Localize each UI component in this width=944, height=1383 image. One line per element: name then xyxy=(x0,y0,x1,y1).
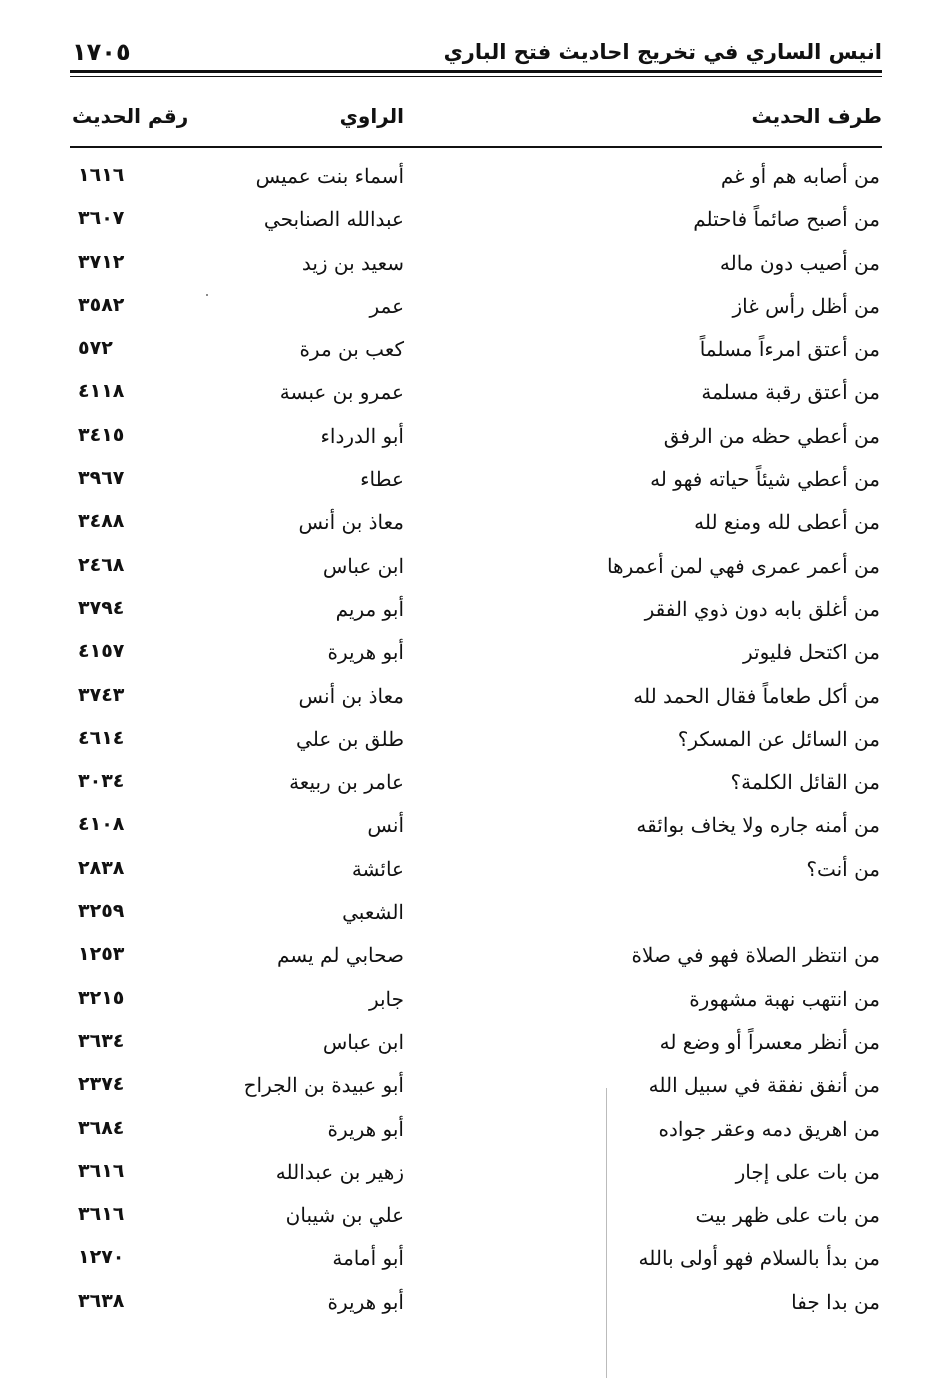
book-title: انيس الساري في تخريج احاديث فتح الباري xyxy=(443,40,882,64)
narrator-name: الشعبي xyxy=(342,900,404,925)
hadith-number: ١٢٧٠ xyxy=(78,1246,125,1269)
hadith-incipit: من أكل طعاماً فقال الحمد لله xyxy=(633,683,880,708)
hadith-number: ٣٤١٥ xyxy=(78,423,125,446)
hadith-number: ٢٨٣٨ xyxy=(78,856,125,879)
hadith-number: ٣٢٥٩ xyxy=(78,900,125,923)
table-row xyxy=(70,1240,882,1283)
hadith-number: ٣٦٣٨ xyxy=(78,1289,125,1312)
narrator-name: أبو هريرة xyxy=(327,1116,404,1141)
table-row xyxy=(70,1154,882,1197)
hadith-incipit: من اهريق دمه وعقر جواده xyxy=(658,1116,880,1141)
hadith-incipit: من انتظر الصلاة فهو في صلاة xyxy=(631,943,880,968)
hadith-incipit: من السائل عن المسكر؟ xyxy=(677,726,880,751)
narrator-name: عبدالله الصنابحي xyxy=(263,207,404,232)
table-row xyxy=(70,721,882,764)
table-row xyxy=(70,461,882,504)
hadith-number: ١٢٥٣ xyxy=(78,943,125,966)
table-row xyxy=(70,591,882,634)
hadith-incipit: من بات على إجار xyxy=(735,1159,880,1184)
narrator-name: علي بن شيبان xyxy=(285,1203,404,1228)
table-row xyxy=(70,981,882,1024)
hadith-number: ١٦١٦ xyxy=(78,164,125,186)
hadith-number: ٣٠٣٤ xyxy=(78,770,125,793)
narrator-name: عامر بن ربيعة xyxy=(289,770,404,795)
hadith-number: ٣٩٦٧ xyxy=(78,467,125,490)
column-headers xyxy=(70,100,882,140)
narrator-name: عمرو بن عبسة xyxy=(279,380,404,405)
hadith-number: ٤١١٨ xyxy=(78,380,125,403)
table-row xyxy=(70,158,882,201)
hadith-incipit: من أنت؟ xyxy=(806,856,880,881)
hadith-incipit: من أمنه جاره ولا يخاف بوائقه xyxy=(636,813,880,838)
header-rule-thin xyxy=(70,76,882,77)
table-row xyxy=(70,201,882,244)
binding-margin-line xyxy=(606,1088,607,1378)
narrator-name: أبو هريرة xyxy=(327,640,404,665)
narrator-name: أبو الدرداء xyxy=(320,423,404,448)
narrator-name: معاذ بن أنس xyxy=(298,510,404,535)
table-row xyxy=(70,807,882,850)
hadith-incipit: من أنفق نفقة في سبيل الله xyxy=(648,1073,880,1098)
header-rule-thick xyxy=(70,70,882,73)
narrator-name: معاذ بن أنس xyxy=(298,683,404,708)
hadith-incipit: من بات على ظهر بيت xyxy=(695,1203,880,1228)
hadith-incipit: من بدا جفا xyxy=(791,1289,880,1314)
hadith-incipit: من انتهب نهبة مشهورة xyxy=(689,986,880,1011)
narrator-name: جابر xyxy=(368,986,404,1011)
hadith-number: ٣٦١٦ xyxy=(78,1159,125,1182)
hadith-incipit: من أغلق بابه دون ذوي الفقر xyxy=(644,596,880,621)
table-row xyxy=(70,851,882,894)
hadith-incipit: من أعطي شيئاً حياته فهو له xyxy=(650,467,880,492)
narrator-name: أبو أمامة xyxy=(332,1246,404,1271)
hadith-number: ٤٦١٤ xyxy=(78,726,125,749)
hadith-incipit: من أصبح صائماً فاحتلم xyxy=(693,207,880,232)
column-header-rule xyxy=(70,146,882,148)
hadith-incipit: من أعتق رقبة مسلمة xyxy=(701,380,880,405)
hadith-incipit: من اكتحل فليوتر xyxy=(743,640,880,665)
table-row xyxy=(70,678,882,721)
narrator-name: عطاء xyxy=(360,467,404,492)
narrator-name: ابن عباس xyxy=(322,553,404,578)
scan-speck xyxy=(206,294,208,296)
table-row xyxy=(70,331,882,374)
narrator-name: كعب بن مرة xyxy=(299,337,404,362)
hadith-incipit: من أنظر معسراً أو وضع له xyxy=(659,1029,880,1054)
narrator-name: ابن عباس xyxy=(322,1029,404,1054)
hadith-number: ٣٧٤٣ xyxy=(78,683,125,706)
narrator-name: أنس xyxy=(367,813,404,838)
narrator-name: سعيد بن زيد xyxy=(301,250,404,275)
column-header-number: رقم الحديث xyxy=(72,104,189,128)
hadith-number: ٣٥٨٢ xyxy=(78,293,125,316)
table-row xyxy=(70,764,882,807)
narrator-name: صحابي لم يسم xyxy=(276,943,404,968)
table-row xyxy=(70,937,882,980)
narrator-name: عمر xyxy=(369,293,404,318)
narrator-name: أبو هريرة xyxy=(327,1289,404,1314)
column-header-narrator: الراوي xyxy=(339,104,404,128)
hadith-incipit: من القائل الكلمة؟ xyxy=(730,770,880,795)
narrator-name: عائشة xyxy=(351,856,404,881)
hadith-incipit: من أصابه هم أو غم xyxy=(720,164,880,188)
hadith-index-table xyxy=(70,158,882,1327)
table-row xyxy=(70,288,882,331)
hadith-incipit: من أعتق امرءاً مسلماً xyxy=(699,337,880,362)
hadith-number: ٣٧٩٤ xyxy=(78,596,125,619)
hadith-incipit: من أظل رأس غاز xyxy=(732,293,880,318)
hadith-number: ٢٤٦٨ xyxy=(78,553,125,576)
hadith-number: ٥٧٢ xyxy=(78,337,113,360)
hadith-number: ٣٦٣٤ xyxy=(78,1029,125,1052)
table-row xyxy=(70,1024,882,1067)
column-header-hadith: طرف الحديث xyxy=(751,104,882,128)
narrator-name: طلق بن علي xyxy=(296,726,404,751)
table-row xyxy=(70,1067,882,1110)
table-row xyxy=(70,504,882,547)
table-row xyxy=(70,894,882,937)
hadith-number: ٣٦٠٧ xyxy=(78,207,125,230)
narrator-name: أسماء بنت عميس xyxy=(255,164,404,188)
table-row xyxy=(70,1284,882,1327)
hadith-incipit: من أصيب دون ماله xyxy=(719,250,880,275)
table-row xyxy=(70,634,882,677)
hadith-number: ٤١٥٧ xyxy=(78,640,125,663)
table-row xyxy=(70,548,882,591)
hadith-number: ٤١٠٨ xyxy=(78,813,125,836)
table-row xyxy=(70,374,882,417)
table-row xyxy=(70,1197,882,1240)
table-row xyxy=(70,418,882,461)
hadith-incipit: من أعمر عمرى فهي لمن أعمرها xyxy=(606,553,880,578)
hadith-number: ٣٢١٥ xyxy=(78,986,125,1009)
hadith-number: ٣٦٨٤ xyxy=(78,1116,125,1139)
narrator-name: زهير بن عبدالله xyxy=(275,1159,404,1184)
page-number: ١٧٠٥ xyxy=(72,38,131,66)
narrator-name: أبو عبيدة بن الجراح xyxy=(243,1073,404,1098)
narrator-name: أبو مريم xyxy=(335,596,404,621)
hadith-incipit: من أعطي حظه من الرفق xyxy=(663,423,880,448)
table-row xyxy=(70,1111,882,1154)
table-row xyxy=(70,245,882,288)
hadith-number: ٣٧١٢ xyxy=(78,250,125,273)
hadith-number: ٢٣٧٤ xyxy=(78,1073,125,1096)
hadith-number: ٣٦١٦ xyxy=(78,1203,125,1226)
hadith-incipit: من أعطى لله ومنع لله xyxy=(694,510,880,535)
hadith-number: ٣٤٨٨ xyxy=(78,510,125,533)
hadith-incipit: من بدأ بالسلام فهو أولى بالله xyxy=(638,1246,880,1271)
